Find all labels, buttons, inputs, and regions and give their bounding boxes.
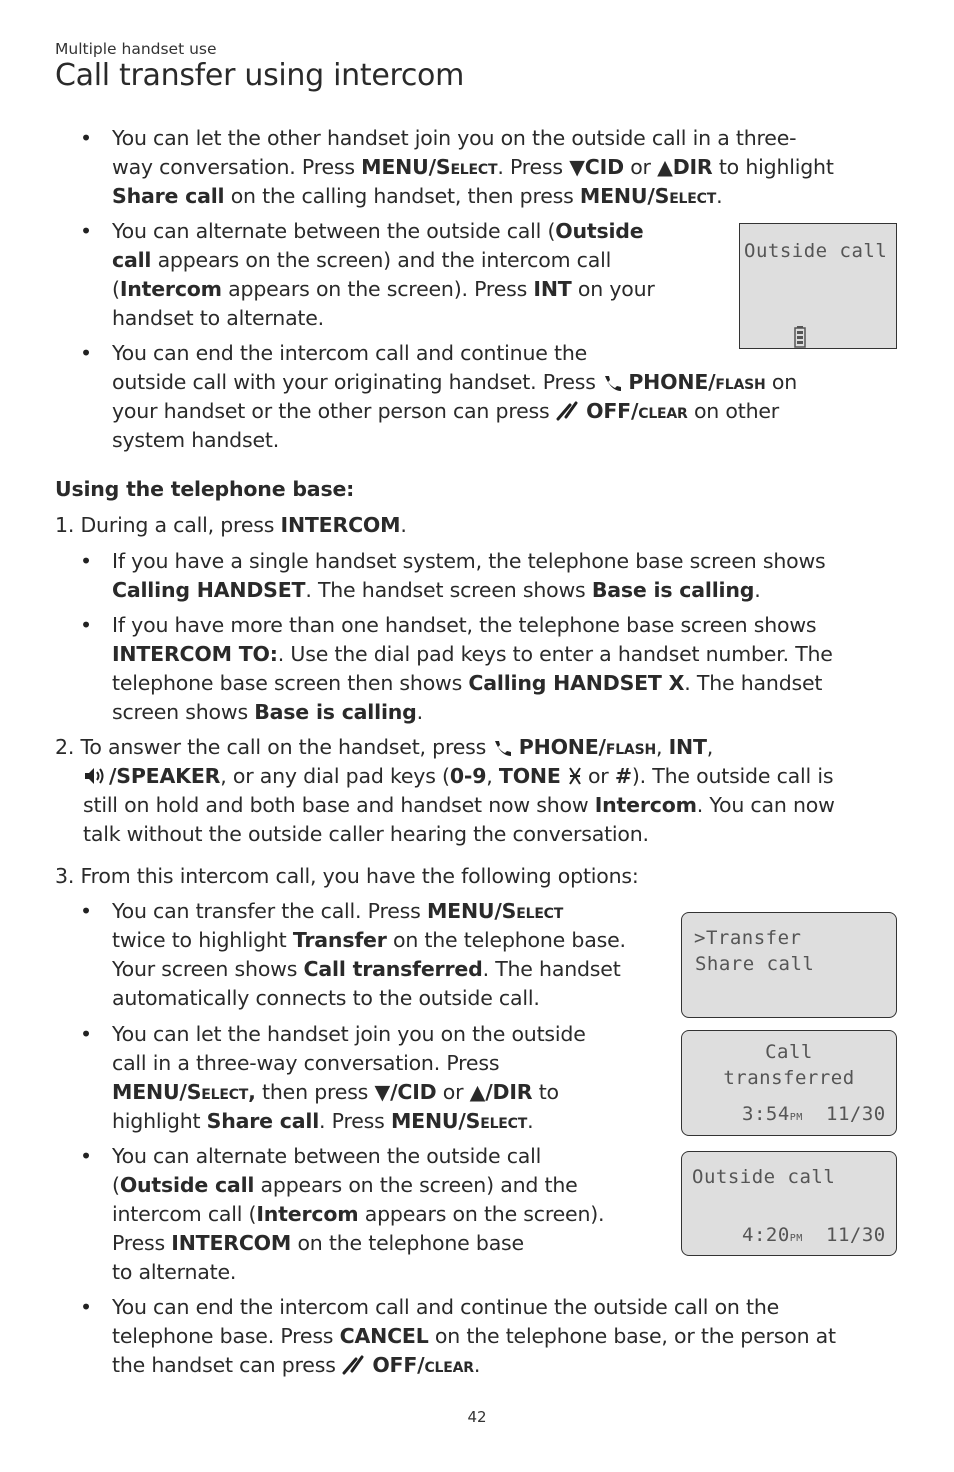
up-arrow-icon: ▲	[657, 155, 673, 179]
speaker-icon	[83, 764, 109, 788]
screen-line: Outside call	[692, 1166, 836, 1188]
bullet: •	[80, 341, 93, 365]
up-arrow-icon: ▲	[469, 1080, 486, 1104]
paragraph-alternate: You can alternate between the outside call (Outside call appears on the screen) and the intercom call (Intercom appears on the screen). Press INT on your handset to alternate.	[112, 219, 655, 330]
base-heading: Using the telephone base:	[55, 477, 355, 501]
step-1-multiple-handsets: If you have more than one handset, the telephone base screen shows INTERCOM TO:. Use the dial pad keys to enter a handset number. The telephone base screen then shows Calling HANDSET X. The handset screen shows Base is calling.	[112, 613, 833, 724]
option-end-intercom: You can end the intercom call and continue the outside call on the telephone base. Press CANCEL on the telephone base, or the person at the handset can press OFF/clear.	[112, 1295, 836, 1377]
bullet: •	[80, 1144, 93, 1168]
bullet: •	[80, 899, 93, 923]
bullet: •	[80, 613, 93, 637]
step-2: 2. To answer the call on the handset, press PHONE/flash, INT, /SPEAKER, or any dial pad keys (0-9, TONE or #). The outside call is still on hold and both base and handset now show Intercom. You can now talk without the outside caller hearing the conversation.	[55, 735, 835, 846]
step-1: 1. During a call, press INTERCOM.	[55, 513, 407, 537]
screen-line: Call	[765, 1041, 813, 1063]
paragraph-share-call: You can let the other handset join you on the outside call in a three- way conversation. Press MENU/Select. Press ▼CID or ▲DIR to highlight Share call on the calling handset, then press MENU/Select.	[112, 126, 834, 208]
step-3: 3. From this intercom call, you have the following options:	[55, 864, 639, 888]
screen-line: >Transfer	[694, 927, 802, 949]
section-label: Multiple handset use	[55, 40, 217, 58]
bullet: •	[80, 549, 93, 573]
phone-icon	[602, 370, 622, 394]
option-alternate: You can alternate between the outside call (Outside call appears on the screen) and the intercom call (Intercom appears on the screen). Press INTERCOM on the telephone base to alternate.	[112, 1144, 605, 1284]
base-screen-call-transferred	[681, 1030, 897, 1136]
base-screen-transfer-menu	[681, 912, 897, 1018]
screen-date: 11/30	[826, 1224, 886, 1246]
page-number: 42	[467, 1408, 487, 1426]
option-share-call: You can let the handset join you on the outside call in a three-way conversation. Press MENU/Select, then press ▼/CID or ▲/DIR to highlight Share call. Press MENU/Select.	[112, 1022, 586, 1133]
screen-line: transferred	[723, 1067, 855, 1089]
bullet: •	[80, 1022, 93, 1046]
off-icon	[556, 399, 580, 423]
down-arrow-icon: ▼	[374, 1080, 391, 1104]
down-arrow-icon: ▼	[569, 155, 585, 179]
paragraph-end-intercom: You can end the intercom call and continue the outside call with your originating handset. Press PHONE/flash on your handset or the other person can press OFF/clear on other system handset.	[112, 341, 797, 452]
screen-time: 3:54PM	[742, 1103, 803, 1125]
screen-line: Share call	[683, 953, 815, 975]
screen-date: 11/30	[826, 1103, 886, 1125]
option-transfer: You can transfer the call. Press MENU/Select twice to highlight Transfer on the telephone base. Your screen shows Call transferred. The handset automatically connects to the outside call.	[112, 899, 626, 1010]
phone-icon	[492, 735, 512, 759]
bullet: •	[80, 219, 93, 243]
page-title: Call transfer using intercom	[55, 58, 465, 93]
base-screen-outside-call	[681, 1151, 897, 1256]
screen-time: 4:20PM	[742, 1224, 803, 1246]
bullet: •	[80, 126, 93, 150]
bullet: •	[80, 1295, 93, 1319]
screen-line: Outside call	[744, 240, 888, 262]
step-1-single-handset: If you have a single handset system, the telephone base screen shows Calling HANDSET. The handset screen shows Base is calling.	[112, 549, 826, 602]
tone-icon	[568, 764, 582, 788]
off-icon	[342, 1353, 366, 1377]
handset-screen-outside-call	[739, 223, 897, 349]
